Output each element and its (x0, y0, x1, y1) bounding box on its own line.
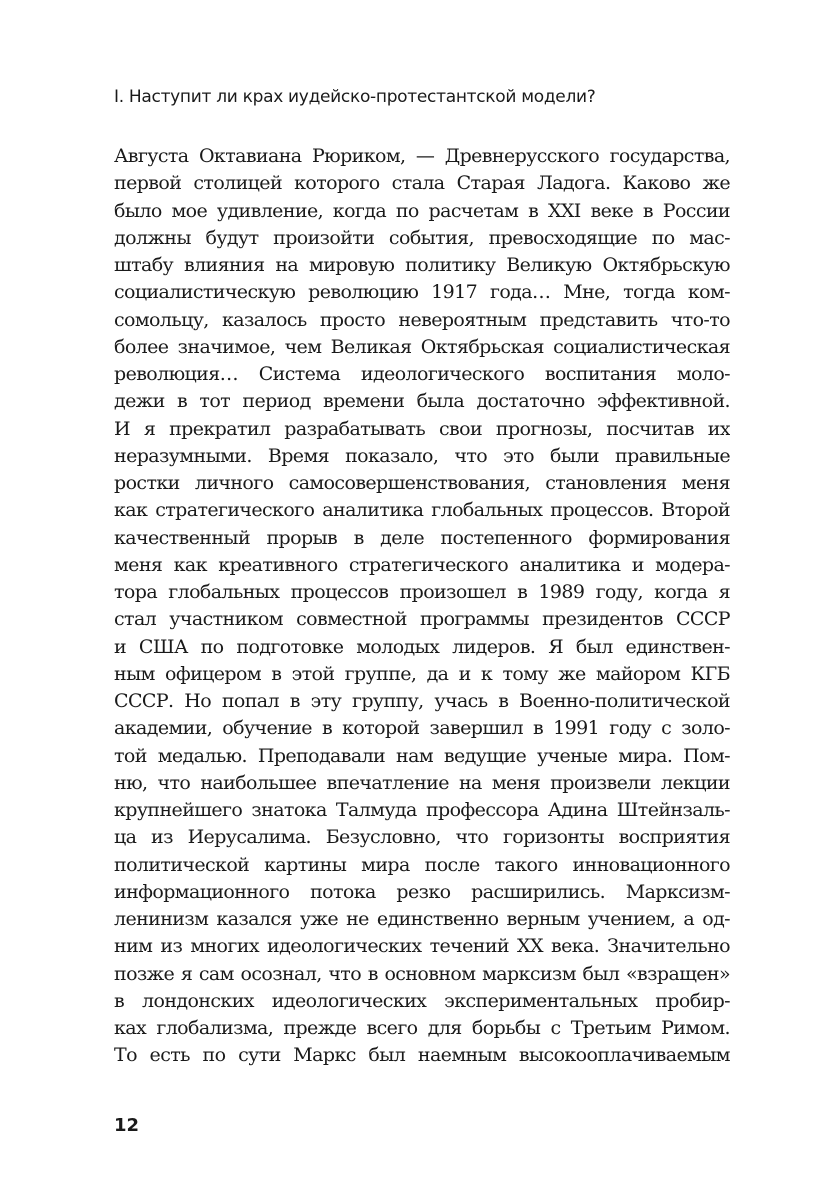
text-line: тора глобальных процессов произошел в 1989 году, когда я (114, 581, 730, 603)
text-line: как стратегического аналитика глобальных процессов. Второй (114, 499, 730, 522)
running-header: I. Наступит ли крах иудейско-протестантской модели? (114, 87, 596, 107)
text-line: ню, что наибольшее впечатление на меня произвели лекции (114, 771, 730, 794)
text-line: СССР. Но попал в эту группу, учась в Военно-политической (114, 690, 730, 712)
text-line: было мое удивление, когда по расчетам в XXI веке в России (114, 199, 730, 222)
text-line: сомольцу, казалось просто невероятным представить что-то (114, 308, 730, 331)
text-line: информационного потока резко расширились. Марксизм- (114, 880, 730, 903)
text-line: стал участником совместной программы президентов СССР (114, 608, 730, 631)
text-line: дежи в тот период времени была достаточно эффективной. (114, 390, 730, 413)
text-line: И я прекратил разрабатывать свои прогнозы, посчитав их (114, 417, 730, 440)
text-line: более значимое, чем Великая Октябрьская социалистическая (114, 335, 730, 358)
text-line: То есть по сути Маркс был наемным высокооплачиваемым (114, 1044, 730, 1067)
text-line: меня как креативного стратегического аналитика и модера- (114, 553, 730, 576)
text-line: ках глобализма, прежде всего для борьбы с Третьим Римом. (114, 1017, 730, 1039)
body-text (114, 143, 730, 1070)
text-line: ним из многих идеологических течений XX века. Значительно (114, 935, 730, 958)
text-line: академии, обучение в которой завершил в 1991 году с золо- (114, 717, 730, 740)
text-line: штабу влияния на мировую политику Великую Октябрьскую (114, 254, 730, 276)
text-line: первой столицей которого стала Старая Ладога. Каково же (114, 172, 730, 195)
text-line: той медалью. Преподавали нам ведущие ученые мира. Пом- (114, 744, 730, 767)
text-line: ца из Иерусалима. Безусловно, что горизонты восприятия (114, 826, 730, 849)
text-line: политической картины мира после такого инновационного (114, 853, 730, 876)
text-line: крупнейшего знатока Талмуда профессора Адина Штейнзаль- (114, 799, 730, 821)
text-line: должны будут произойти события, превосходящие по мас- (114, 226, 730, 249)
text-line: ленинизм казался уже не единственно верным учением, а од- (114, 908, 730, 930)
text-line: революция… Система идеологического воспитания моло- (114, 363, 730, 385)
text-line: ростки личного самосовершенствования, становления меня (114, 472, 730, 494)
text-line: неразумными. Время показало, что это были правильные (114, 444, 730, 467)
text-line: ным офицером в этой группе, да и к тому же майором КГБ (114, 662, 730, 685)
text-line: в лондонских идеологических экспериментальных пробир- (114, 989, 730, 1012)
text-line: социалистическую революцию 1917 года… Мне, тогда ком- (114, 281, 730, 304)
text-line: и США по подготовке молодых лидеров. Я был единствен- (114, 635, 730, 658)
page-number: 12 (114, 1115, 140, 1136)
text-line: позже я сам осознал, что в основном марксизм был «взращен» (114, 962, 730, 985)
text-line: Августа Октавиана Рюриком, — Древнерусского государства, (114, 145, 730, 167)
text-line: качественный прорыв в деле постепенного формирования (114, 526, 730, 549)
